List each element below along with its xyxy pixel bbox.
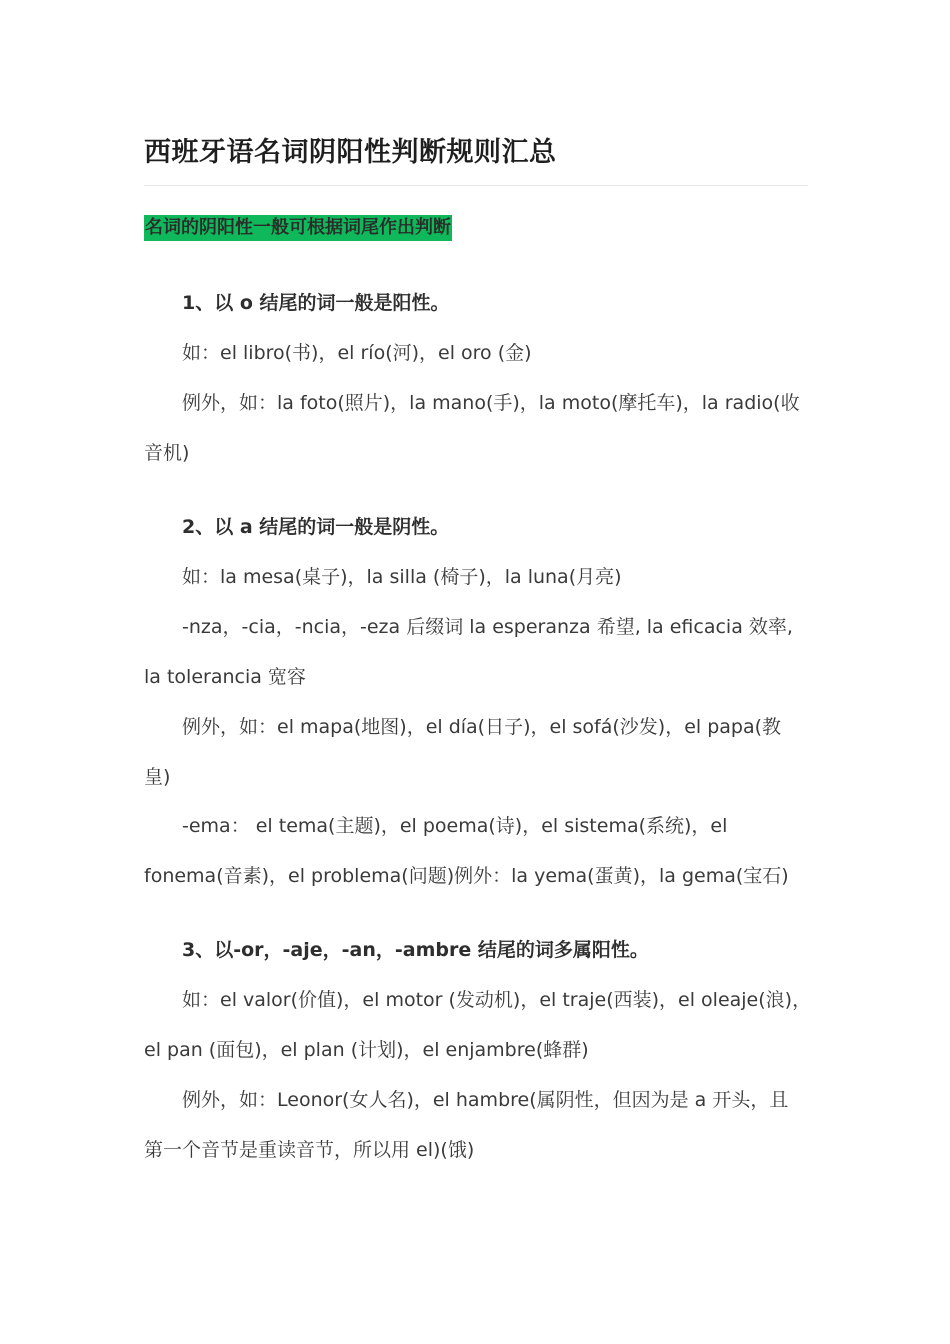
rule-3-exceptions-cont: 第一个音节是重读音节，所以用 el)(饿) [144, 1139, 475, 1161]
rule-1-exceptions: 例外，如：la foto(照片)，la mano(手)，la moto(摩托车)，la radio(收 [182, 392, 800, 414]
rule-2-examples: 如：la mesa(桌子)，la silla (椅子)，la luna(月亮) [182, 566, 622, 588]
rule-2-suffixes: -nza，-cia，-ncia，-eza 后缀词 la esperanza 希望, la eficacia 效率, [182, 616, 793, 638]
document-title: 西班牙语名词阴阳性判断规则汇总 [144, 137, 557, 168]
rule-2-ema-cont: fonema(音素)，el problema(问题)例外：la yema(蛋黄)，la gema(宝石) [144, 865, 789, 887]
rule-3-examples: 如：el valor(价值)，el motor (发动机)，el traje(西装)，el oleaje(浪)， [182, 989, 812, 1011]
highlighted-intro: 名词的阴阳性一般可根据词尾作出判断 [144, 215, 452, 241]
rule-2-exceptions-cont: 皇) [144, 766, 171, 788]
rule-1-exceptions-cont: 音机) [144, 442, 190, 464]
rule-2-heading: 2、以 a 结尾的词一般是阴性。 [182, 516, 450, 538]
rule-1-examples: 如：el libro(书)，el río(河)，el oro (金) [182, 342, 532, 364]
rule-3-examples-cont: el pan (面包)，el plan (计划)，el enjambre(蜂群) [144, 1039, 589, 1061]
rule-2-exceptions: 例外，如：el mapa(地图)，el día(日子)，el sofá(沙发)，el papa(教 [182, 716, 782, 738]
rule-1-heading: 1、以 o 结尾的词一般是阳性。 [182, 292, 450, 314]
rule-3-heading: 3、以-or，-aje，-an，-ambre 结尾的词多属阳性。 [182, 939, 649, 961]
rule-3-exceptions: 例外，如：Leonor(女人名)，el hambre(属阴性，但因为是 a 开头，且 [182, 1089, 789, 1111]
rule-2-ema: -ema： el tema(主题)，el poema(诗)，el sistema(系统)，el [182, 815, 728, 837]
title-divider [144, 185, 808, 186]
rule-2-suffixes-cont: la tolerancia 宽容 [144, 666, 306, 688]
